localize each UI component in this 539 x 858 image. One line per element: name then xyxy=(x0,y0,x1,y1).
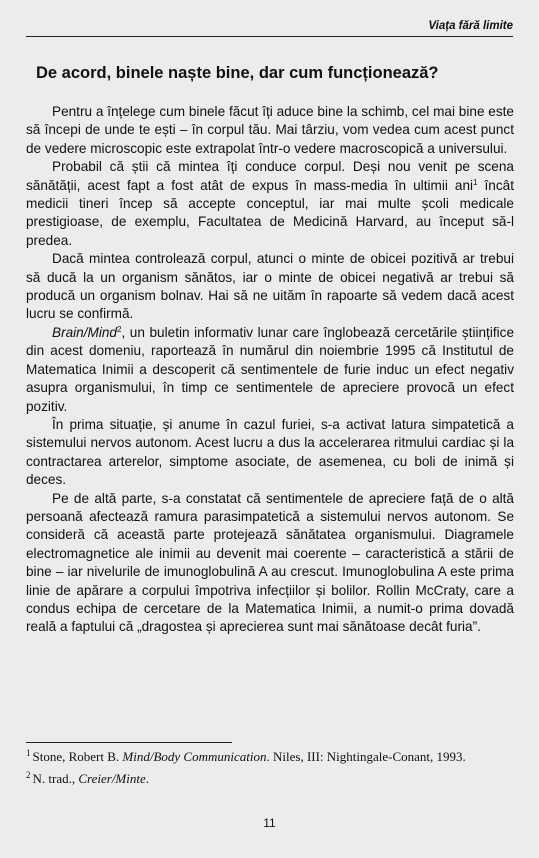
body-text xyxy=(26,103,514,637)
footnote-rule xyxy=(26,742,232,743)
paragraph-2: Probabil că știi că mintea îți conduce corpul. Deși nou venit pe scena sănătății, acest fapt a fost atât de expus în mass-media în ultimii ani$^1$ încât medicii tineri încep să accepte conceptul, iar mai multe școli medicale prestigioase, de exemplu, Facultatea de Medicină Harvard, au început să-l predea. xyxy=(26,159,514,248)
paragraph-6: Pe de altă parte, s-a constatat că sentimentele de apreciere față de o altă persoană afectează ramura parasimpatetică a sistemului nervos autonom. Se consideră că această parte protejează sănătatea organismului. Diagramele electromagnetice ale inimii au devenit mai coerente – caracteristică a stării de bine – iar nivelurile de imunoglobulină A au crescut. Imunoglobulina A este prima linie de apărare a corpului împotriva infecțiilor și bolilor. Rollin McCraty, care a condus echipa de cercetare de la Matematica Inimii, a numit-o prima dovadă reală a faptului că „dragostea și aprecierea sunt mai sănătoase decât furia”. xyxy=(26,490,514,635)
footnote-1: $^1$ Stone, Robert B. Mind/Body Communication. Niles, III: Nightingale-Conant, 1993. xyxy=(26,748,466,764)
newsletter-title: Brain/Mind xyxy=(52,324,117,340)
footnote-2: $^2$ N. trad., Creier/Minte. xyxy=(26,770,150,786)
paragraph-4: Brain/Mind$^2$, un buletin informativ lunar care înglobează cercetările științifice din acest domeniu, raportează în numărul din noiembrie 1995 că Institutul de Matematica Inimii a descoperit că sentimentele de furie induc un efect negativ asupra organismului, în timp ce sentimentele de apreciere provocă un efect pozitiv. xyxy=(26,324,514,414)
footnote-ref-1[interactable]: 1 xyxy=(473,177,478,187)
page-number: 11 xyxy=(263,816,276,830)
footnotes xyxy=(26,748,514,792)
paragraph-5: În prima situație, și anume în cazul furiei, s-a activat latura simpatetică a sistemului nervos autonom. Acest lucru a dus la accelerarea ritmului cardiac și la contractarea arterelor, simptome asociate, de asemenea, cu boli de inimă și deces. xyxy=(26,416,514,488)
chapter-title: De acord, binele naște bine, dar cum funcționează? xyxy=(36,64,439,82)
footnote-ref-2[interactable]: 2 xyxy=(116,324,122,334)
header-rule xyxy=(26,36,513,37)
paragraph-3: Dacă mintea controlează corpul, atunci o minte de obicei pozitivă ar trebui să ducă la un organism sănătos, iar o minte de obicei negativă ar trebui să producă un organism bolnav. Hai să ne uităm în rapoarte să vedem dacă acest lucru se confirmă. xyxy=(26,251,514,322)
running-head: Viața fără limite xyxy=(428,20,513,32)
paragraph-1: Pentru a înțelege cum binele făcut îți aduce bine la schimb, cel mai bine este să începi de unde te ești – în corpul tău. Mai târziu, vom vedea cum acest punct de vedere microscopic este extrapolat într-o vedere macroscopică a universului. xyxy=(26,104,514,156)
